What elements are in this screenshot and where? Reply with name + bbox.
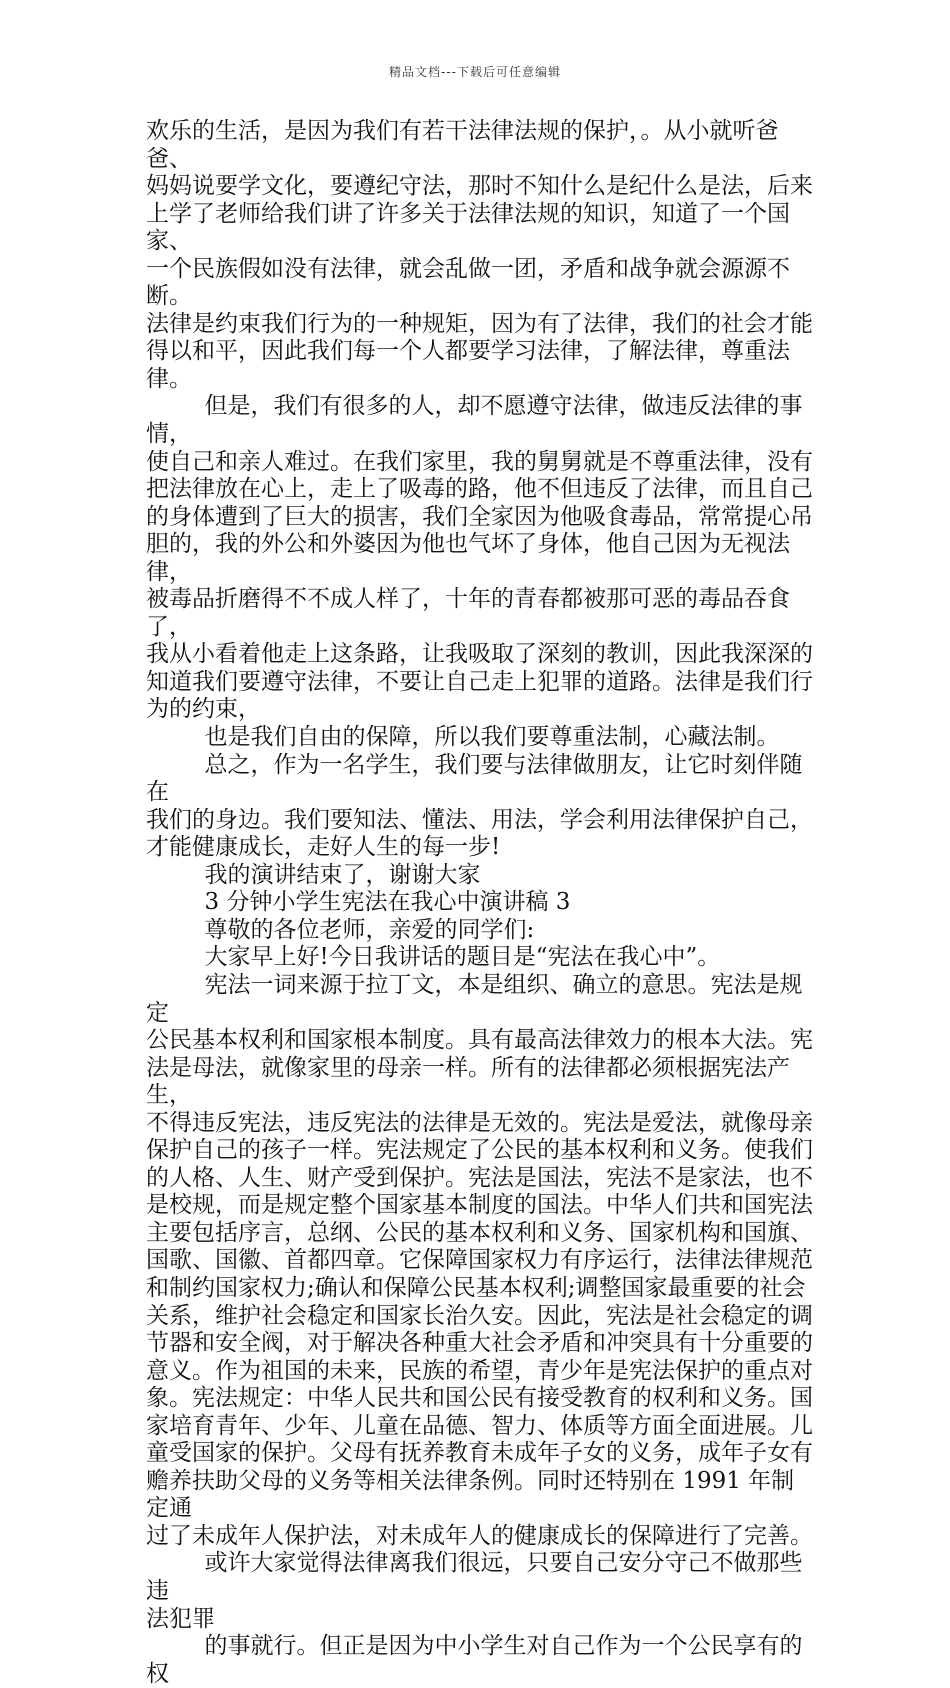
paragraph: 大家早上好!今日我讲话的题目是“宪法在我心中”。: [146, 944, 721, 971]
page-header: 精品文档---下载后可任意编辑: [389, 65, 561, 79]
section-title: 3 分钟小学生宪法在我心中演讲稿 3: [146, 889, 571, 916]
paragraph: 宪法一词来源于拉丁文，本是组织、确立的意思。宪法是规定 公民基本权利和国家根本制度。具有最高法律效力的根本大法。宪 法是母法，就像家里的母亲一样。所有的法律都必须根据宪法产生， 不得违反宪法，违反宪法的法律是无效的。宪法是爱法，就像母亲 保护自己的孩子一样。宪法规定了公民的基本权利和义务。使我们 的人格、人生、财产受到保护。宪法是国法，宪法不是家法，也不 是校规，而是规定整个国家基本制度的国法。中华人们共和国宪法 主要包括序言，总纲、公民的基本权利和义务、国家机构和国旗、 国歌、国徽、首都四章。它保障国家权力有序运行，法律法律规范 和制约国家权力;确认和保障公民基本权利;调整国家最重要的社会 关系，维护社会稳定和国家长治久安。因此，宪法是社会稳定的调 节器和安全阀，对于解决各种重大社会矛盾和冲突具有十分重要的 意义。作为祖国的未来，民族的希望，青少年是宪法保护的重点对 象。宪法规定：中华人民共和国公民有接受教育的权利和义务。国 家培育青年、少年、儿童在品德、智力、体质等方面全面进展。儿 童受国家的保护。父母有抚养教育未成年子女的义务，成年子女有 赡养扶助父母的义务等相关法律条例。同时还特别在 1991 年制定通 过了未成年人保护法，对未成年人的健康成长的保障进行了完善。: [146, 971, 813, 1549]
paragraph: 欢乐的生活，是因为我们有若干法律法规的保护，。从小就听爸爸、 妈妈说要学文化，要遵纪守法，那时不知什么是纪什么是法，后来 上学了老师给我们讲了许多关于法律法规的知识，知道了一个国家、 一个民族假如没有法律，就会乱做一团，矛盾和战争就会源源不断。 法律是约束我们行为的一种规矩，因为有了法律，我们的社会才能 得以和平，因此我们每一个人都要学习法律，了解法律，尊重法律。: [146, 118, 813, 392]
paragraph: 我的演讲结束了，谢谢大家: [146, 861, 481, 888]
paragraph: 或许大家觉得法律离我们很远，只要自己安分守己不做那些违 法犯罪: [146, 1550, 803, 1632]
document-body: [146, 118, 816, 1688]
paragraph: 的事就行。但正是因为中小学生对自己作为一个公民享有的权: [146, 1633, 803, 1687]
paragraph: 尊敬的各位老师，亲爱的同学们:: [146, 916, 535, 943]
paragraph: 总之，作为一名学生，我们要与法律做朋友，让它时刻伴随在 我们的身边。我们要知法、懂法、用法，学会利用法律保护自己， 才能健康成长，走好人生的每一步!: [146, 751, 813, 861]
paragraph: 但是，我们有很多的人，却不愿遵守法律，做违反法律的事情， 使自己和亲人难过。在我们家里，我的舅舅就是不尊重法律，没有 把法律放在心上，走上了吸毒的路，他不但违反了法律，而且自己 的身体遭到了巨大的损害，我们全家因为他吸食毒品，常常提心吊 胆的，我的外公和外婆因为他也气坏了身体，他自己因为无视法律， 被毒品折磨得不不成人样了，十年的青春都被那可恶的毒品吞食了， 我从小看着他走上这条路，让我吸取了深刻的教训，因此我深深的 知道我们要遵守法律，不要让自己走上犯罪的道路。法律是我们行 为的约束，: [146, 393, 813, 723]
paragraph: 也是我们自由的保障，所以我们要尊重法制，心藏法制。: [146, 724, 780, 751]
